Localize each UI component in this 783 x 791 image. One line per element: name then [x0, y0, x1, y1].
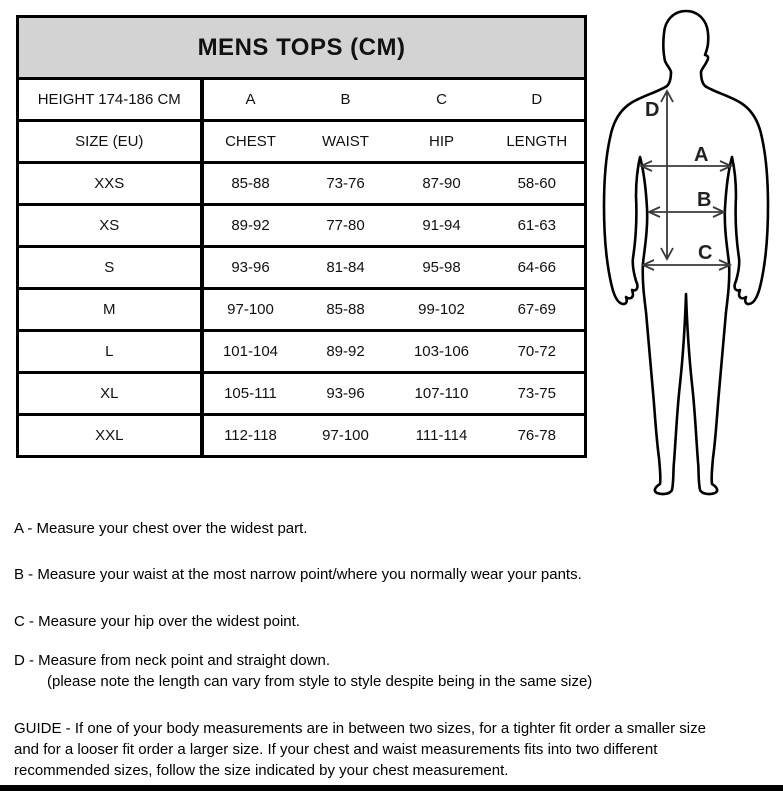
guide-text: GUIDE - If one of your body measurements are in between two sizes, for a tighter fit order a smaller size and for a looser fit order a larger size. If your chest and waist measurements fits into two different recommended sizes, follow the size indicated by your chest measurement.: [14, 720, 706, 779]
note-length-line2: (please note the length can vary from style to style despite being in the same size): [47, 673, 593, 690]
note-length: [14, 650, 592, 692]
length-cell: 70-72: [490, 331, 586, 373]
chest-cell: 97-100: [202, 289, 298, 331]
size-cell: XL: [18, 373, 202, 415]
hip-cell: 87-90: [394, 163, 490, 205]
size-cell: M: [18, 289, 202, 331]
col-header-chest: CHEST: [202, 121, 298, 163]
chest-cell: 112-118: [202, 415, 298, 457]
letter-header-row: [18, 79, 586, 121]
table-title: MENS TOPS (CM): [18, 17, 586, 79]
table-row-s: [18, 247, 586, 289]
waist-cell: 93-96: [298, 373, 394, 415]
chest-cell: 85-88: [202, 163, 298, 205]
hip-cell: 111-114: [394, 415, 490, 457]
diagram-label-d: D: [645, 99, 660, 121]
note-hip: C - Measure your hip over the widest point.: [14, 613, 300, 630]
size-cell: XXS: [18, 163, 202, 205]
waist-cell: 97-100: [298, 415, 394, 457]
length-cell: 61-63: [490, 205, 586, 247]
table-title-row: [18, 17, 586, 79]
table-row-l: [18, 331, 586, 373]
diagram-label-b: B: [697, 189, 712, 211]
col-header-length: LENGTH: [490, 121, 586, 163]
length-cell: 73-75: [490, 373, 586, 415]
table-row-xs: [18, 205, 586, 247]
col-header-c: C: [394, 79, 490, 121]
col-header-hip: HIP: [394, 121, 490, 163]
chest-cell: 105-111: [202, 373, 298, 415]
waist-cell: 81-84: [298, 247, 394, 289]
height-range-label: HEIGHT 174-186 CM: [18, 79, 202, 121]
table-row-m: [18, 289, 586, 331]
size-cell: L: [18, 331, 202, 373]
table-row-xxs: [18, 163, 586, 205]
waist-cell: 73-76: [298, 163, 394, 205]
length-cell: 76-78: [490, 415, 586, 457]
chest-cell: 101-104: [202, 331, 298, 373]
note-length-line1: D - Measure from neck point and straight down.: [14, 652, 330, 669]
diagram-label-a: A: [694, 144, 709, 166]
size-chart-table: [16, 15, 587, 458]
body-measurement-diagram: [588, 0, 783, 500]
table-row-xxl: [18, 415, 586, 457]
waist-cell: 77-80: [298, 205, 394, 247]
size-cell: XS: [18, 205, 202, 247]
table-row-xl: [18, 373, 586, 415]
bottom-divider: [0, 785, 783, 791]
size-eu-label: SIZE (EU): [18, 121, 202, 163]
hip-cell: 103-106: [394, 331, 490, 373]
diagram-label-c: C: [698, 242, 713, 264]
size-cell: S: [18, 247, 202, 289]
waist-cell: 89-92: [298, 331, 394, 373]
col-header-b: B: [298, 79, 394, 121]
chest-cell: 89-92: [202, 205, 298, 247]
chest-cell: 93-96: [202, 247, 298, 289]
measure-header-row: [18, 121, 586, 163]
waist-cell: 85-88: [298, 289, 394, 331]
length-cell: 58-60: [490, 163, 586, 205]
length-cell: 64-66: [490, 247, 586, 289]
body-silhouette-outline: [604, 11, 768, 494]
hip-cell: 107-110: [394, 373, 490, 415]
col-header-d: D: [490, 79, 586, 121]
col-header-a: A: [202, 79, 298, 121]
note-waist: B - Measure your waist at the most narrow point/where you normally wear your pants.: [14, 566, 582, 583]
length-cell: 67-69: [490, 289, 586, 331]
size-cell: XXL: [18, 415, 202, 457]
hip-cell: 95-98: [394, 247, 490, 289]
hip-cell: 91-94: [394, 205, 490, 247]
note-chest: A - Measure your chest over the widest part.: [14, 520, 308, 537]
col-header-waist: WAIST: [298, 121, 394, 163]
hip-cell: 99-102: [394, 289, 490, 331]
